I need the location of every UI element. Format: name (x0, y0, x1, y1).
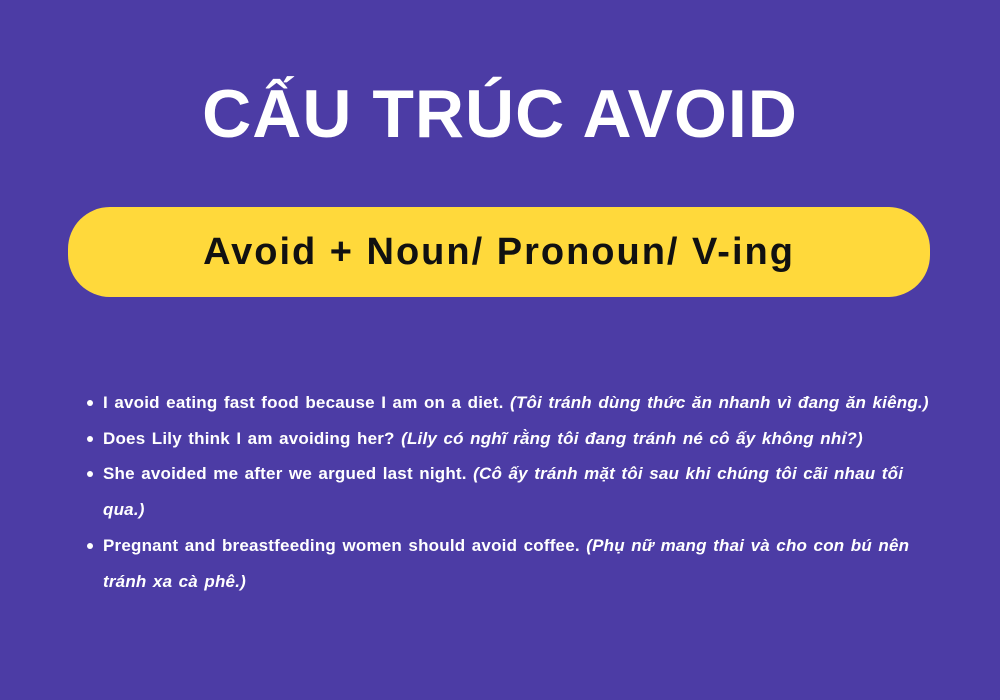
example-item (85, 421, 933, 457)
example-vietnamese: (Cô ấy tránh mặt tôi sau khi chúng tôi cãi nhau tối qua.) (103, 464, 904, 520)
page-title: CẤU TRÚC AVOID (202, 76, 798, 152)
example-english: I avoid eating fast food because I am on a diet. (103, 393, 504, 412)
example-item (85, 528, 933, 599)
example-vietnamese: (Lily có nghĩ rằng tôi đang tránh né cô ấy không nhỉ?) (401, 428, 863, 448)
bullet-icon (87, 471, 93, 477)
bullet-icon (87, 400, 93, 406)
example-english: Does Lily think I am avoiding her? (103, 428, 395, 448)
example-item (85, 385, 933, 421)
example-item (85, 456, 933, 527)
formula-text: Avoid + Noun/ Pronoun/ V-ing (203, 230, 795, 273)
examples-list (85, 385, 933, 599)
example-english: Pregnant and breastfeeding women should avoid coffee. (103, 535, 580, 555)
bullet-icon (87, 436, 93, 442)
example-vietnamese: (Tôi tránh dùng thức ăn nhanh vì đang ăn kiêng.) (510, 393, 929, 412)
formula-box (68, 207, 930, 297)
example-english: She avoided me after we argued last night. (103, 464, 467, 484)
bullet-icon (87, 543, 93, 549)
example-vietnamese: (Phụ nữ mang thai và cho con bú nên tránh xa cà phê.) (103, 535, 910, 591)
